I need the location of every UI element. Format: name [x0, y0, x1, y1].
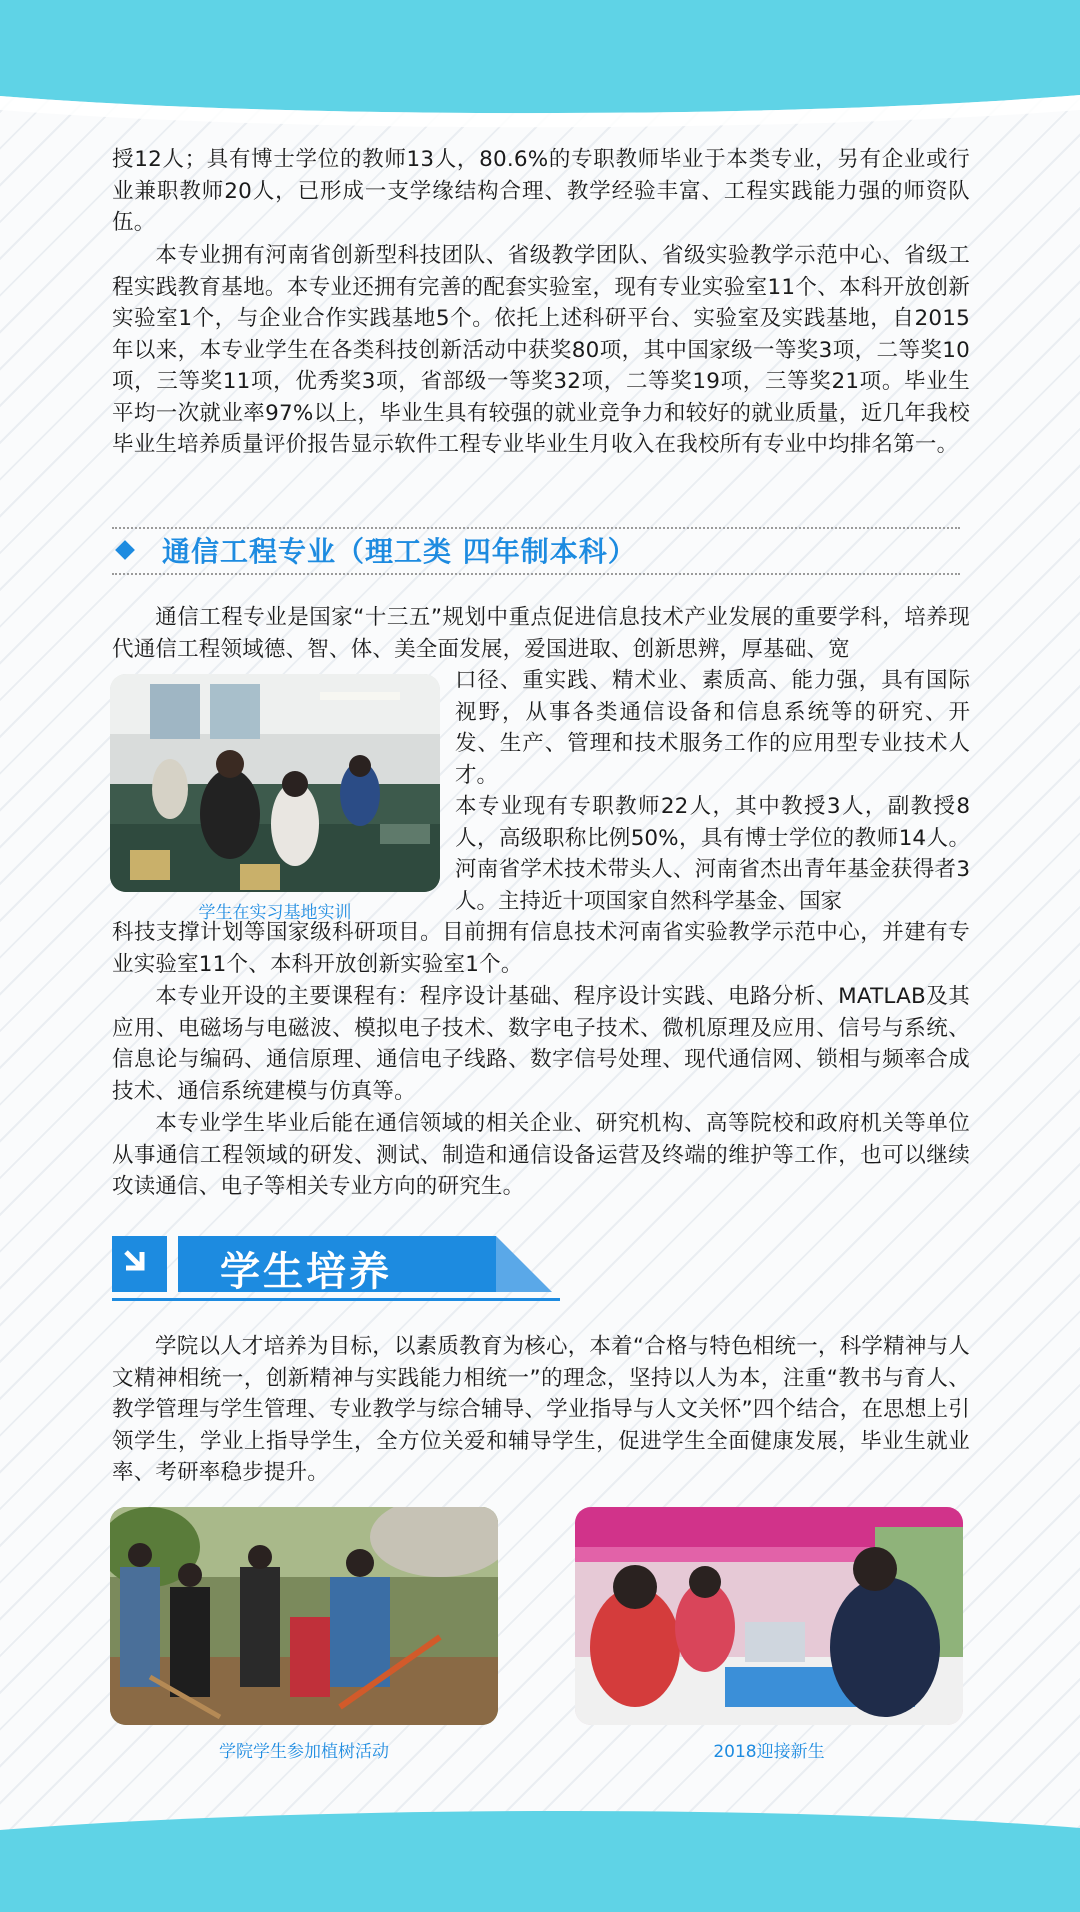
faculty-paragraph-float — [455, 791, 970, 917]
tree-planting-illustration — [110, 1507, 498, 1725]
major-intro-lead — [112, 602, 970, 665]
lab-training-illustration — [110, 674, 440, 892]
faculty-paragraph-rest: 科技支撑计划等国家级科研项目。目前拥有信息技术河南省实验教学示范中心，并建有专业实验室11个、本科开放创新实验室1个。 — [112, 920, 970, 977]
welcome-freshmen-illustration — [575, 1507, 963, 1725]
intro-paragraph-2-text: 本专业拥有河南省创新型科技团队、省级教学团队、省级实验教学示范中心、省级工程实践教育基地。本专业还拥有完善的配套实验室，现有专业实验室11个、本科开放创新实验室1个，与企业合作实践基地5个。依托上述科研平台、实验室及实践基地，自2015年以来，本专业学生在各类科技创新活动中获奖80项，其中国家级一等奖3项，二等奖10项，三等奖11项，优秀奖3项，省部级一等奖32项，二等奖19项，三等奖21项。毕业生平均一次就业率97%以上，毕业生具有较强的就业竞争力和较好的就业质量，近几年我校毕业生培养质量评价报告显示软件工程专业毕业生月收入在我校所有专业中均排名第一。 — [112, 243, 970, 457]
training-title: 学生培养 — [220, 1249, 392, 1295]
tree-planting-caption: 学院学生参加植树活动 — [219, 1742, 389, 1762]
training-paragraph — [112, 1331, 970, 1489]
major-intro-float: 口径、重实践、精术业、素质高、能力强，具有国际视野，从事各类通信设备和信息系统等的研究、开发、生产、管理和技术服务工作的应用型专业技术人才。 — [455, 668, 970, 788]
courses-paragraph — [112, 981, 970, 1107]
section-divider-bottom — [112, 573, 960, 575]
lab-training-photo — [110, 674, 440, 892]
section-divider-top — [112, 527, 960, 529]
courses-paragraph-text: 本专业开设的主要课程有：程序设计基础、程序设计实践、电路分析、MATLAB及其应用、电磁场与电磁波、模拟电子技术、数字电子技术、微机原理及应用、信号与系统、信息论与编码、通信原理、通信电子线路、数字信号处理、现代通信网、锁相与频率合成技术、通信系统建模与仿真等。 — [112, 984, 970, 1104]
major-intro-lead-text: 通信工程专业是国家“十三五”规划中重点促进信息技术产业发展的重要学科，培养现代通信工程领域德、智、体、美全面发展，爱国进取、创新思辨，厚基础、宽 — [112, 605, 970, 662]
faculty-paragraph-float-text: 本专业现有专职教师22人，其中教授3人，副教授8人，高级职称比例50%，具有博士学位的教师14人。河南省学术技术带头人、河南省杰出青年基金获得者3人。主持近十项国家自然科学基金、国家 — [455, 794, 970, 914]
lab-photo-caption: 学生在实习基地实训 — [198, 903, 352, 923]
welcome-freshmen-photo — [575, 1507, 963, 1725]
training-paragraph-text: 学院以人才培养为目标，以素质教育为核心，本着“合格与特色相统一，科学精神与人文精神相统一，创新精神与实践能力相统一”的理念，坚持以人为本，注重“教书与育人、教学管理与学生管理、专业教学与综合辅导、学业指导与人文关怀”四个结合，在思想上引领学生，学业上指导学生，全方位关爱和辅导学生，促进学生全面健康发展，毕业生就业率、考研率稳步提升。 — [112, 1334, 970, 1485]
career-paragraph — [112, 1108, 970, 1203]
career-paragraph-text: 本专业学生毕业后能在通信领域的相关企业、研究机构、高等院校和政府机关等单位从事通信工程领域的研发、测试、制造和通信设备运营及终端的维护等工作，也可以继续攻读通信、电子等相关专业方向的研究生。 — [112, 1111, 970, 1199]
tree-planting-photo — [110, 1507, 498, 1725]
welcome-freshmen-caption: 2018迎接新生 — [713, 1742, 825, 1762]
section-title: 通信工程专业（理工类 四年制本科） — [162, 535, 637, 568]
intro-paragraph-1: 授12人；具有博士学位的教师13人，80.6%的专职教师毕业于本类专业，另有企业或行业兼职教师20人，已形成一支学缘结构合理、教学经验丰富、工程实践能力强的师资队伍。 — [112, 147, 970, 235]
intro-paragraph-2 — [112, 240, 970, 461]
section-heading — [112, 530, 637, 570]
diamond-bullet-icon — [115, 540, 135, 560]
